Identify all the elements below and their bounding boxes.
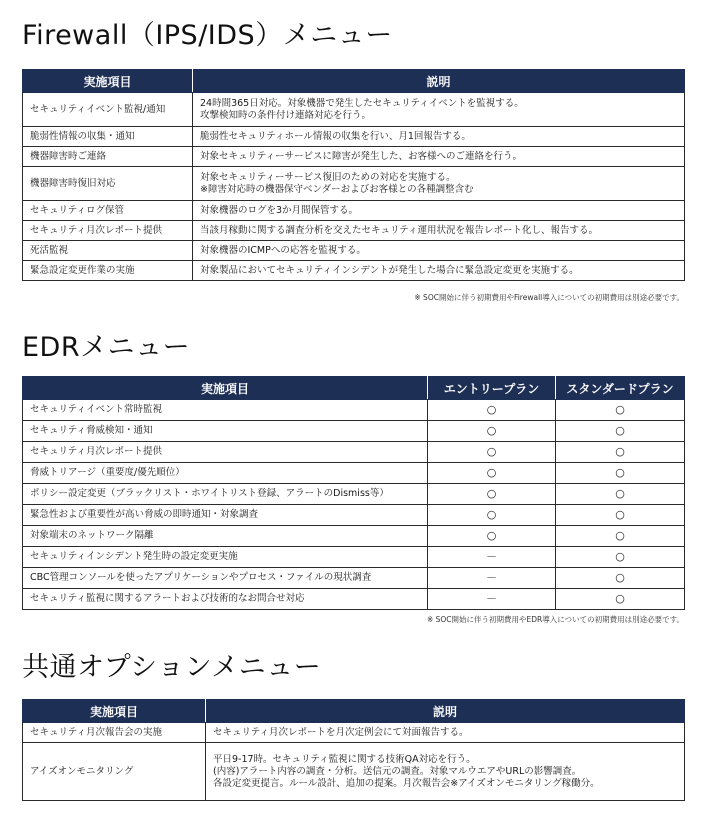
standard-plan-mark: ○ bbox=[556, 505, 685, 526]
table-row bbox=[23, 147, 685, 167]
entry-plan-mark: ○ bbox=[428, 421, 556, 442]
description-line: 24時間365日対応。対象機器で発生したセキュリティイベントを監視する。 bbox=[200, 97, 524, 109]
description-cell bbox=[193, 93, 685, 127]
standard-plan-mark: ○ bbox=[556, 442, 685, 463]
table-row bbox=[23, 463, 685, 484]
description-line: 各設定変更提言。ルール設計、追加の提案。月次報告会※アイズオンモニタリング稼働分。 bbox=[213, 777, 600, 789]
table-row bbox=[23, 743, 685, 801]
edr-table bbox=[22, 376, 685, 610]
item-cell: セキュリティ月次レポート提供 bbox=[23, 221, 193, 241]
table-row bbox=[23, 505, 685, 526]
table-row bbox=[23, 261, 685, 281]
item-cell: ポリシー設定変更（ブラックリスト・ホワイトリスト登録、アラートのDismiss等） bbox=[23, 484, 428, 505]
table-row bbox=[23, 201, 685, 221]
entry-plan-mark: ○ bbox=[428, 526, 556, 547]
item-cell: 対象端末のネットワーク隔離 bbox=[23, 526, 428, 547]
item-cell: 脆弱性情報の収集・通知 bbox=[23, 127, 193, 147]
firewall-table-body bbox=[23, 93, 685, 281]
item-cell: 緊急性および重要性が高い脅威の即時通知・対象調査 bbox=[23, 505, 428, 526]
column-header-standard-plan: スタンダードプラン bbox=[556, 377, 685, 400]
description-cell bbox=[193, 167, 685, 201]
standard-plan-mark: ○ bbox=[556, 400, 685, 421]
item-cell: 死活監視 bbox=[23, 241, 193, 261]
column-header-item: 実施項目 bbox=[23, 377, 428, 400]
item-cell: セキュリティ監視に関するアラートおよび技術的なお問合せ対応 bbox=[23, 589, 428, 610]
entry-plan-mark: ○ bbox=[428, 400, 556, 421]
description-line: 攻撃検知時の条件付け連絡対応を行う。 bbox=[200, 109, 372, 121]
common-table bbox=[22, 699, 685, 801]
description-line: 対象製品においてセキュリティインシデントが発生した場合に緊急設定変更を実施する。 bbox=[200, 264, 579, 276]
description-cell bbox=[206, 743, 685, 801]
item-cell: セキュリティイベント常時監視 bbox=[23, 400, 428, 421]
table-row bbox=[23, 127, 685, 147]
description-cell bbox=[193, 241, 685, 261]
table-row bbox=[23, 167, 685, 201]
edr-table-header bbox=[23, 377, 685, 400]
item-cell: セキュリティ脅威検知・通知 bbox=[23, 421, 428, 442]
item-cell: 脅威トリアージ（重要度/優先順位） bbox=[23, 463, 428, 484]
standard-plan-mark: ○ bbox=[556, 547, 685, 568]
description-cell bbox=[193, 201, 685, 221]
standard-plan-mark: ○ bbox=[556, 463, 685, 484]
description-cell bbox=[193, 127, 685, 147]
column-header-entry-plan: エントリープラン bbox=[428, 377, 556, 400]
edr-section-title: EDRメニュー bbox=[22, 332, 191, 363]
description-line: 対象機器のログを3か月間保管する。 bbox=[200, 204, 359, 216]
table-row bbox=[23, 400, 685, 421]
entry-plan-mark: － bbox=[428, 547, 556, 568]
description-line: 対象セキュリティーサービスに障害が発生した、お客様へのご連絡を行う。 bbox=[200, 150, 523, 162]
item-cell: セキュリティ月次レポート提供 bbox=[23, 442, 428, 463]
item-cell: セキュリティ月次報告会の実施 bbox=[23, 723, 206, 743]
entry-plan-mark: ○ bbox=[428, 505, 556, 526]
entry-plan-mark: ○ bbox=[428, 463, 556, 484]
description-line: ※障害対応時の機器保守ベンダーおよびお客様との各種調整含む bbox=[200, 183, 474, 195]
table-row bbox=[23, 568, 685, 589]
item-cell: CBC管理コンソールを使ったアプリケーションやプロセス・ファイルの現状調査 bbox=[23, 568, 428, 589]
item-cell: アイズオンモニタリング bbox=[23, 743, 206, 801]
standard-plan-mark: ○ bbox=[556, 526, 685, 547]
column-header-description: 説明 bbox=[193, 70, 685, 93]
firewall-table bbox=[22, 69, 685, 281]
item-cell: 緊急設定変更作業の実施 bbox=[23, 261, 193, 281]
item-cell: セキュリティインシデント発生時の設定変更実施 bbox=[23, 547, 428, 568]
table-row bbox=[23, 442, 685, 463]
common-table-header bbox=[23, 700, 685, 723]
standard-plan-mark: ○ bbox=[556, 484, 685, 505]
edr-note: ※ SOC開始に伴う初期費用やEDR導入についての初期費用は別途必要です。 bbox=[426, 615, 684, 624]
firewall-table-header bbox=[23, 70, 685, 93]
table-row bbox=[23, 723, 685, 743]
item-cell: セキュリティログ保管 bbox=[23, 201, 193, 221]
description-cell bbox=[193, 147, 685, 167]
description-line: 平日9-17時。セキュリティ監視に関する技術QA対応を行う。 bbox=[213, 753, 476, 765]
table-row bbox=[23, 93, 685, 127]
standard-plan-mark: ○ bbox=[556, 421, 685, 442]
description-cell bbox=[193, 221, 685, 241]
table-row bbox=[23, 526, 685, 547]
table-row bbox=[23, 589, 685, 610]
table-row bbox=[23, 484, 685, 505]
entry-plan-mark: ○ bbox=[428, 442, 556, 463]
description-line: 対象セキュリティーサービス復旧のための対応を実施する。 bbox=[200, 171, 456, 183]
column-header-item: 実施項目 bbox=[23, 700, 206, 723]
standard-plan-mark: ○ bbox=[556, 568, 685, 589]
item-cell: 機器障害時復旧対応 bbox=[23, 167, 193, 201]
standard-plan-mark: ○ bbox=[556, 589, 685, 610]
description-line: 当該月稼動に関する調査分析を交えたセキュリティ運用状況を報告レポート化し、報告する。 bbox=[200, 224, 599, 236]
entry-plan-mark: ○ bbox=[428, 484, 556, 505]
table-row bbox=[23, 421, 685, 442]
common-table-body bbox=[23, 723, 685, 801]
description-line: (内容)アラート内容の調査・分析。送信元の調査。対象マルウエアやURLの影響調査。 bbox=[213, 765, 582, 777]
column-header-description: 説明 bbox=[206, 700, 685, 723]
table-row bbox=[23, 241, 685, 261]
firewall-section-title: Firewall（IPS/IDS）メニュー bbox=[22, 20, 393, 51]
common-section-title: 共通オプションメニュー bbox=[22, 652, 322, 683]
entry-plan-mark: － bbox=[428, 568, 556, 589]
description-line: セキュリティ月次レポートを月次定例会にて対面報告する。 bbox=[213, 726, 469, 738]
edr-table-body bbox=[23, 400, 685, 610]
item-cell: 機器障害時ご連絡 bbox=[23, 147, 193, 167]
table-row bbox=[23, 221, 685, 241]
firewall-note: ※ SOC開始に伴う初期費用やFirewall導入についての初期費用は別途必要です。 bbox=[414, 293, 684, 302]
entry-plan-mark: － bbox=[428, 589, 556, 610]
table-row bbox=[23, 547, 685, 568]
description-cell bbox=[193, 261, 685, 281]
description-cell bbox=[206, 723, 685, 743]
description-line: 脆弱性セキュリティホール情報の収集を行い、月1回報告する。 bbox=[200, 130, 471, 142]
description-line: 対象機器のICMPへの応答を監視する。 bbox=[200, 244, 366, 256]
item-cell: セキュリティイベント監視/通知 bbox=[23, 93, 193, 127]
column-header-item: 実施項目 bbox=[23, 70, 193, 93]
